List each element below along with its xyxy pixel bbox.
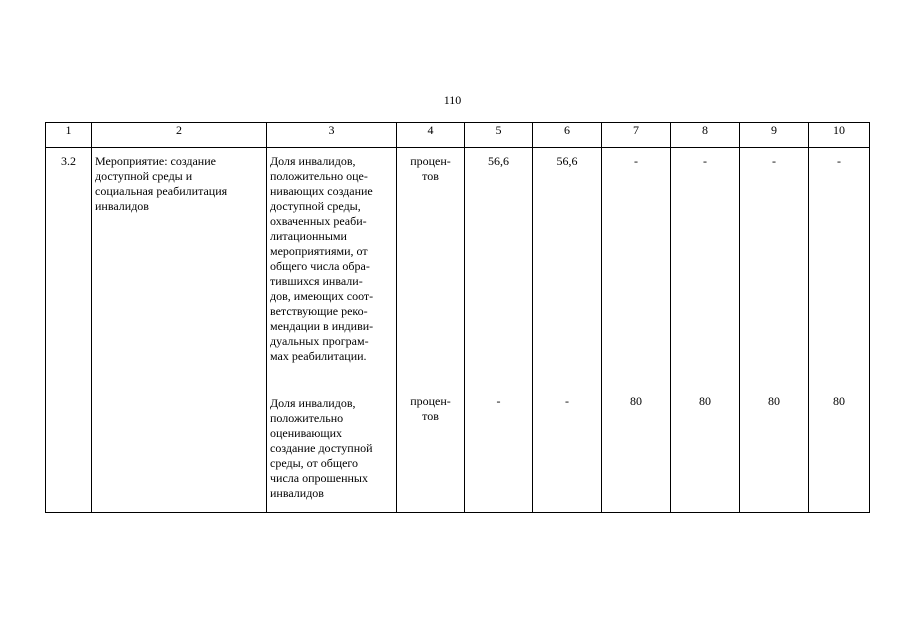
- header-cell: 2: [92, 123, 267, 148]
- value: -: [634, 154, 638, 168]
- value: -: [703, 154, 707, 168]
- value-cell-8: [671, 148, 740, 513]
- value-cell-5: [465, 148, 533, 513]
- value: 56,6: [556, 154, 578, 168]
- header-cell: 4: [397, 123, 465, 148]
- header-cell: 10: [809, 123, 870, 148]
- header-cell: 5: [465, 123, 533, 148]
- value: -: [837, 154, 841, 168]
- value: -: [496, 394, 501, 408]
- header-cell: 6: [533, 123, 602, 148]
- header-cell: 7: [602, 123, 671, 148]
- header-cell: 9: [740, 123, 809, 148]
- value-cell-6: [533, 148, 602, 513]
- value: -: [772, 154, 776, 168]
- value-cell-7: [602, 148, 671, 513]
- row-number: 3.2: [46, 148, 92, 513]
- data-table: [45, 122, 870, 513]
- value-cell-9: [740, 148, 809, 513]
- value: 80: [833, 394, 845, 408]
- table-header-row: [46, 123, 870, 148]
- header-cell: 1: [46, 123, 92, 148]
- value: 80: [768, 394, 780, 408]
- measure-cell: [92, 148, 267, 513]
- header-cell: 8: [671, 123, 740, 148]
- indicator-cell: [267, 148, 397, 513]
- indicator-text-2: Доля инвалидов, положительно оценивающих создание доступной среды, от общего числа опрошенных инвалидов: [270, 396, 373, 500]
- unit-cell: [397, 148, 465, 513]
- value: 80: [630, 394, 642, 408]
- page-number: 110: [443, 93, 462, 107]
- value: 56,6: [488, 154, 509, 168]
- unit-text-2: процен- тов: [410, 394, 451, 423]
- measure-text: Мероприятие: создание доступной среды и социальная реабилитация инвалидов: [95, 154, 228, 213]
- value-cell-10: [809, 148, 870, 513]
- table-row: [46, 148, 870, 513]
- value: 80: [699, 394, 711, 408]
- header-cell: 3: [267, 123, 397, 148]
- unit-text-1: процен- тов: [410, 154, 451, 183]
- indicator-text-1: Доля инвалидов, положительно оце- нивающих создание доступной среды, охваченных реаби- литационными мероприятиями, от общего числа обра- тившихся инвали- дов, имеющих соот- ветствующие реко- мендации в индиви- дуальных програм- мах реабилитации.: [270, 154, 374, 363]
- value: -: [565, 394, 569, 408]
